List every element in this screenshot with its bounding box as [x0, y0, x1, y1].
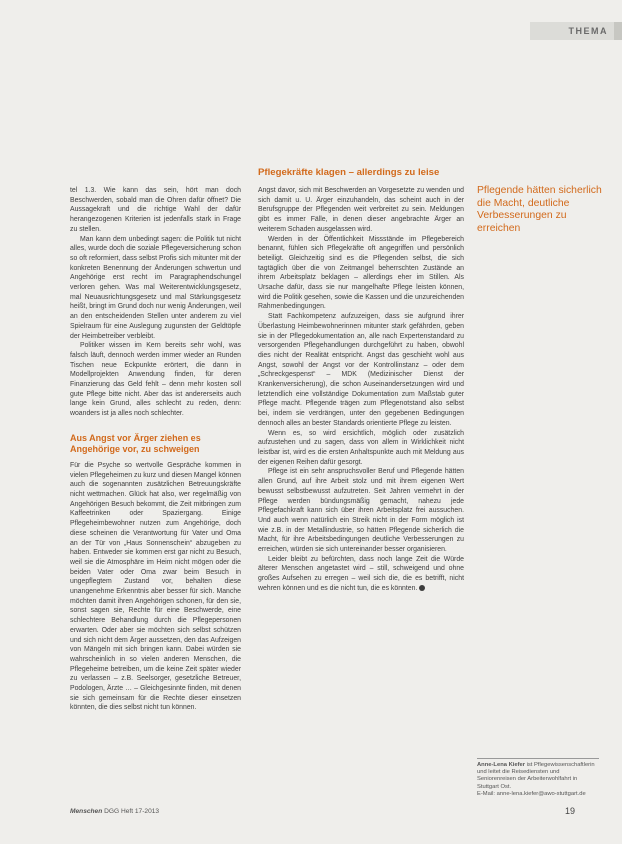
author-description: ist Pflegewissenschaftlerin und leitet die Reisediensten und Seniorenreisen der Arbeiterwohlfahrt in Stuttgart Ost. [477, 762, 595, 790]
section-label: THEMA [568, 26, 608, 36]
footer-brand: Menschen [70, 808, 103, 815]
pull-quote: Pflegende hätten sicherlich die Macht, deutliche Verbesserungen zu erreichen [477, 185, 602, 234]
final-text: Leider bleibt zu befürchten, dass noch lange Zeit die Würde älterer Menschen angetastet wird – still, schweigend und ohne großes Aufsehen zu erregen – weil sich die, die es betrifft, nicht wehren können und es die nicht tun, die es könnten. [258, 555, 464, 592]
footer-issue [70, 808, 159, 815]
paragraph-final [258, 555, 464, 594]
paragraph: Wenn es, so wird ersichtlich, möglich oder zusätzlich aufzustehen und zu sagen, dass von allem in Wirklichkeit nicht leistbar ist, wird es die ersten Anhaltspunkte auch mit Meldung aus der eigenen Reihen dafür gesorgt. [258, 429, 464, 466]
column2-heading: Pflegekräfte klagen – allerdings zu leise [258, 167, 440, 178]
section-tab-marker [614, 22, 622, 40]
paragraph: tel 1.3. Wie kann das sein, hört man doch Beschwerden, sobald man die Ohren dafür öffnet? Die Aussagekraft und die richtige Wahl der dafür herangezogenen Kriterien ist jedenfalls stark in Frage zu stellen. [70, 187, 241, 233]
author-email: E-Mail: anne-lena.kiefer@awo-stuttgart.de [477, 790, 586, 797]
end-mark-icon [419, 585, 425, 591]
paragraph: Pflege ist ein sehr anspruchsvoller Beruf und Pflegende hätten allen Grund, auf ihre Arbeit stolz und mit ihrem eigenen Wert bewusst selbstbewusst aufzutreten. Seit Jahren vermehrt in der Pflege werden bündungsmäßig gemacht, nahezu jede Pflegefachkraft kann sich über ihren Arbeitsplatz frei aussuchen. Und auch wenn natürlich ein Streik nicht in der Form möglich ist wie z.B. in der Metallindustrie, so hätten Pflegende sicherlich die Macht, für ihre Arbeitsbedingungen deutliche Verbesserungen zu erreichen, würden sie sich untereinander besser organisieren. [258, 468, 464, 554]
footer-issue-text: DGG Heft 17-2013 [104, 808, 160, 815]
paragraph: Politiker wissen im Kern bereits sehr wohl, was falsch läuft, dennoch werden immer wieder an Runden Tischen neue Eckpunkte erörtert, die dann in Modellprojekten Anwendung finden, für deren Finanzierung das Geld fehlt – denn mehr kosten soll gute Pflege bitte nicht. Aber das ist andererseits auch lange kein Grund, alles schlecht zu reden, denn: woanders ist ja alles noch schlechter. [70, 342, 241, 418]
page-number: 19 [565, 806, 576, 816]
paragraph: Werden in der Öffentlichkeit Missstände im Pflegebereich benannt, fühlen sich Pflegekräfte oft angegriffen und persönlich beteiligt. Gleichzeitig sind es die Pflegenden selbst, die sich tagtäglich über die von Zeitmangel beherrschten Zustände an ihrem Arbeitsplatz beklagen – allerdings eher im Stillen. Als Ursache dafür, dass sie nur mangelhafte Pflege leisten können, wird die Politik gesehen, sowie die Kassen und die unzureichenden Rahmenbedingungen. [258, 235, 464, 311]
subheading: Aus Angst vor Ärger ziehen es Angehörige vor, zu schweigen [70, 432, 201, 454]
author-bio [477, 758, 599, 798]
column-2 [258, 186, 464, 594]
column-1 [70, 186, 241, 713]
paragraph: Man kann dem unbedingt sagen: die Politik tut nicht alles, wurde doch die soziale Pflegeversicherung schon so oft reformiert, dass selbst Profis sich mitunter mit der konkreten Benennung der Änderungen schwertun und Angehörige erst recht im Paragraphendschungel verloren gehen. Was mal Weiterentwicklungsgesetz, mal Neuausrichtungsgesetz und mal Stärkungsgesetz heißt, bringt im Grund doch nur wenig Änderungen, weil an den entscheidenden Stellen unter anderem zu viel Spielraum für eine Auslegung zugunsten der Geldtöpfe der Heimbetreiber verbleibt. [70, 235, 241, 340]
paragraph: Statt Fachkompetenz aufzuzeigen, dass sie aufgrund ihrer Überlastung Heimbewohnerinnen mitunter stark gefährden, geben sie in der Pflegedokumentation an, alle nach Expertenstandard zu versorgenden Pflegehandlungen durchgeführt zu haben, obwohl dies nicht der Realität entspricht. Angst das geschieht wohl aus Angst, sowohl der Angst vor der Kontrollinstanz – oder dem „Schreckgespenst“ – MDK (Medizinischer Dienst der Krankenversicherung), die schon Auseinandersetzungen wird und letztendlich eine vollständige Dokumentation zum Maßstab guter Pflege macht. Pflegende trägen zum Pflegenotstand also selbst bei, indem sie verdrängen, unter den gegebenen Bedingungen dennoch alles an bester Standards orientierte Pflege zu leisten. [258, 313, 464, 427]
paragraph: Angst davor, sich mit Beschwerden an Vorgesetzte zu wenden und sich damit u. U. Ärger einzuhandeln, das scheint auch in der Berufsgruppe der Pflegenden weit verbreitet zu sein. Meldungen gibt es immer Fälle, in denen dieser angebrachte Ärger an weiterem Schaden ausgelassen wird. [258, 187, 464, 233]
section-tab [530, 22, 622, 40]
paragraph: Für die Psyche so wertvolle Gespräche kommen in vielen Pflegeheimen zu kurz und diesen Mangel können auch die sogenannten zusätzlichen Betreuungskräfte nicht wettmachen. Glück hat also, wer regelmäßig von Angehörigen Besuch bekommt, die Zeit mitbringen zum Kaffeetrinken oder Spaziergang. Einige Pflegeheimbewohner nutzen zum Angehörige, doch diese scheinen die Verantwortung für Vater und Oma an der Tür von „Haus Sonnenschein“ abzugeben zu haben. Entweder sie kommen erst gar nicht zu Besuch, weil sie die Atmosphäre im Heim nicht mögen oder die beiden Vater oder Oma zwar beim Besuch in ungepflegtem Zustand vor, behalten diese unangenehme Erkenntnis aber besser für sich. Manche möchten damit ihren Angehörigen schonen, für den sie, sonst sagen sie, Rechte für eine Beschwerde, eine schlechtere Behandlung durch die Pflegepersonen erwarten. Oder aber sie möchten sich selbst schützen und sich nicht dem Ärger aussetzen, den das Aufzeigen von Mängeln mit sich bringen kann. Dabei würden sie wahrscheinlich in so vielen anderen Menschen, die Pflegeheime betreiben, um die keine Zeit später wieder zu verlassen – z.B. Seelsorger, gesetzliche Betreuer, Podologen, Ärzte … – Gleichgesinnte finden, mit denen sie sich gemeinsam für die Rechte dieser einsetzen könnten, die dies selbst nicht tun können. [70, 461, 241, 712]
author-name: Anne-Lena Kiefer [477, 762, 525, 768]
